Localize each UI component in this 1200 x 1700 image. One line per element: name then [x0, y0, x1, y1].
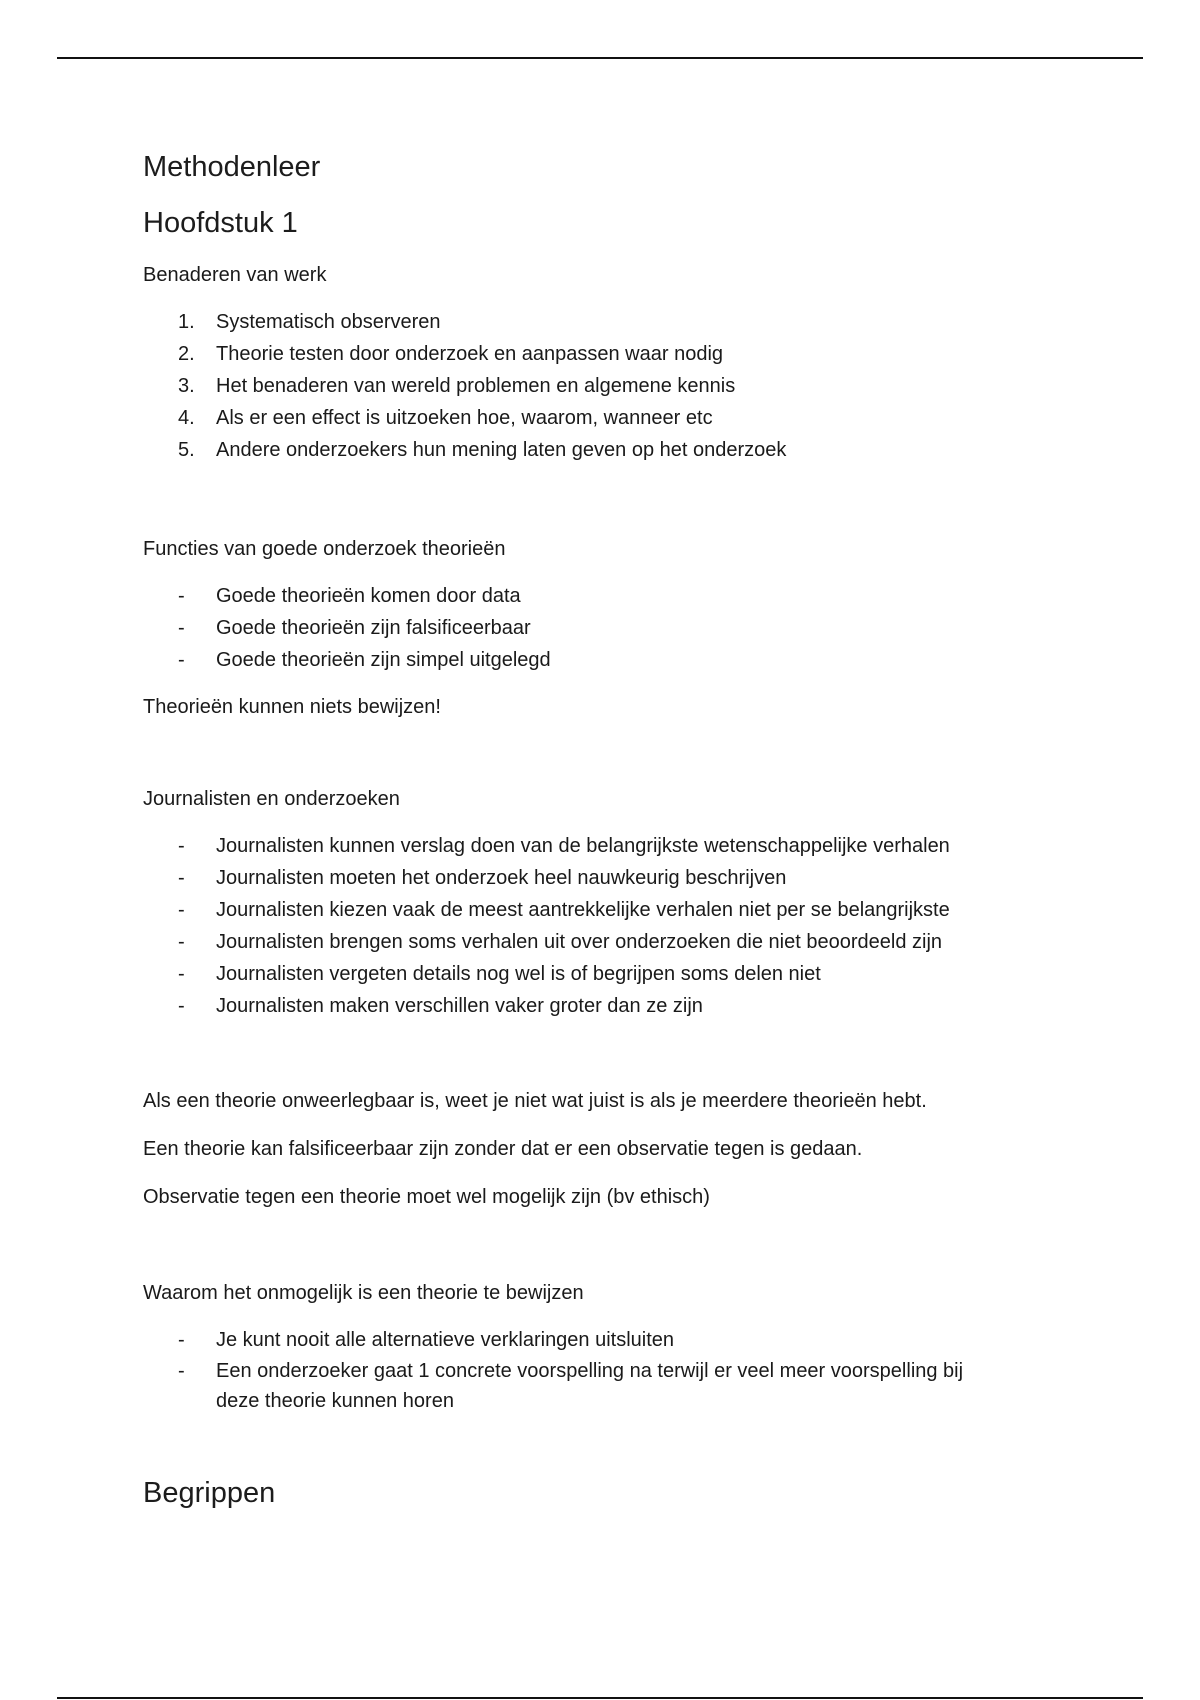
list-item-text: Het benaderen van wereld problemen en algemene kennis [216, 375, 736, 397]
list-marker: 2. [178, 343, 195, 365]
list-item [143, 644, 1063, 676]
list-item [143, 926, 1063, 958]
list-marker: - [178, 931, 185, 953]
statement-paragraph: Observatie tegen een theorie moet wel mogelijk zijn (bv ethisch) [143, 1186, 710, 1208]
list-marker: - [178, 1360, 185, 1382]
functies-note: Theorieën kunnen niets bewijzen! [143, 696, 441, 718]
list-item [143, 830, 1063, 862]
list-marker: 4. [178, 407, 195, 429]
list-marker: 1. [178, 311, 195, 333]
list-item [143, 580, 1063, 612]
list-item-text: Journalisten maken verschillen vaker groter dan ze zijn [216, 995, 703, 1017]
list-item [143, 402, 1063, 434]
list-item-text: Journalisten kiezen vaak de meest aantrekkelijke verhalen niet per se belangrijkste [216, 899, 950, 921]
list-item-text: Je kunt nooit alle alternatieve verklaringen uitsluiten [216, 1329, 675, 1351]
list-item [143, 894, 1063, 926]
list-item [143, 434, 1063, 466]
document-body [143, 140, 1063, 1512]
section-heading-journalisten: Journalisten en onderzoeken [143, 788, 400, 810]
list-marker: - [178, 995, 185, 1017]
list-marker: - [178, 617, 185, 639]
list-item-text: Systematisch observeren [216, 311, 441, 333]
chapter-heading: Hoofdstuk 1 [143, 207, 298, 239]
list-item-text: Als er een effect is uitzoeken hoe, waarom, wanneer etc [216, 407, 713, 429]
list-marker: - [178, 835, 185, 857]
list-item [143, 990, 1063, 1022]
list-marker: 3. [178, 375, 195, 397]
list-item [143, 370, 1063, 402]
list-item [143, 306, 1063, 338]
section-heading-functies: Functies van goede onderzoek theorieën [143, 538, 506, 560]
list-marker: - [178, 899, 185, 921]
list-marker: - [178, 867, 185, 889]
list-item [143, 1356, 996, 1416]
statement-paragraph: Een theorie kan falsificeerbaar zijn zonder dat er een observatie tegen is gedaan. [143, 1138, 863, 1160]
list-item-text: Journalisten kunnen verslag doen van de belangrijkste wetenschappelijke verhalen [216, 835, 950, 857]
bullet-list-functies [143, 580, 1063, 676]
bullet-list-journalisten [143, 830, 1063, 1022]
bottom-rule [57, 1697, 1143, 1699]
list-item-text: Theorie testen door onderzoek en aanpassen waar nodig [216, 343, 724, 365]
list-item [143, 862, 1063, 894]
statement-paragraph: Als een theorie onweerlegbaar is, weet je niet wat juist is als je meerdere theorieën hebt. [143, 1090, 927, 1112]
list-item-text: Goede theorieën zijn falsificeerbaar [216, 617, 531, 639]
list-item [143, 1324, 1063, 1356]
list-item [143, 958, 1063, 990]
list-item-text: Journalisten brengen soms verhalen uit over onderzoeken die niet beoordeeld zijn [216, 931, 943, 953]
list-item-text: Journalisten moeten het onderzoek heel nauwkeurig beschrijven [216, 867, 787, 889]
section-heading-bewijzen: Waarom het onmogelijk is een theorie te bewijzen [143, 1282, 584, 1304]
list-item-text: Journalisten vergeten details nog wel is of begrijpen soms delen niet [216, 963, 821, 985]
list-item-text: Een onderzoeker gaat 1 concrete voorspelling na terwijl er veel meer voorspelling bij deze theorie kunnen horen [216, 1360, 964, 1412]
list-marker: - [178, 649, 185, 671]
list-item [143, 338, 1063, 370]
list-item-text: Andere onderzoekers hun mening laten geven op het onderzoek [216, 439, 787, 461]
list-marker: - [178, 585, 185, 607]
top-rule [57, 57, 1143, 59]
section-heading-benaderen: Benaderen van werk [143, 264, 327, 286]
list-marker: - [178, 963, 185, 985]
numbered-list-benaderen [143, 306, 1063, 466]
list-marker: 5. [178, 439, 195, 461]
list-item [143, 612, 1063, 644]
bullet-list-bewijzen [143, 1324, 1063, 1416]
list-item-text: Goede theorieën zijn simpel uitgelegd [216, 649, 551, 671]
list-marker: - [178, 1329, 185, 1351]
document-title: Methodenleer [143, 151, 321, 183]
list-item-text: Goede theorieën komen door data [216, 585, 521, 607]
begrippen-heading: Begrippen [143, 1477, 276, 1509]
